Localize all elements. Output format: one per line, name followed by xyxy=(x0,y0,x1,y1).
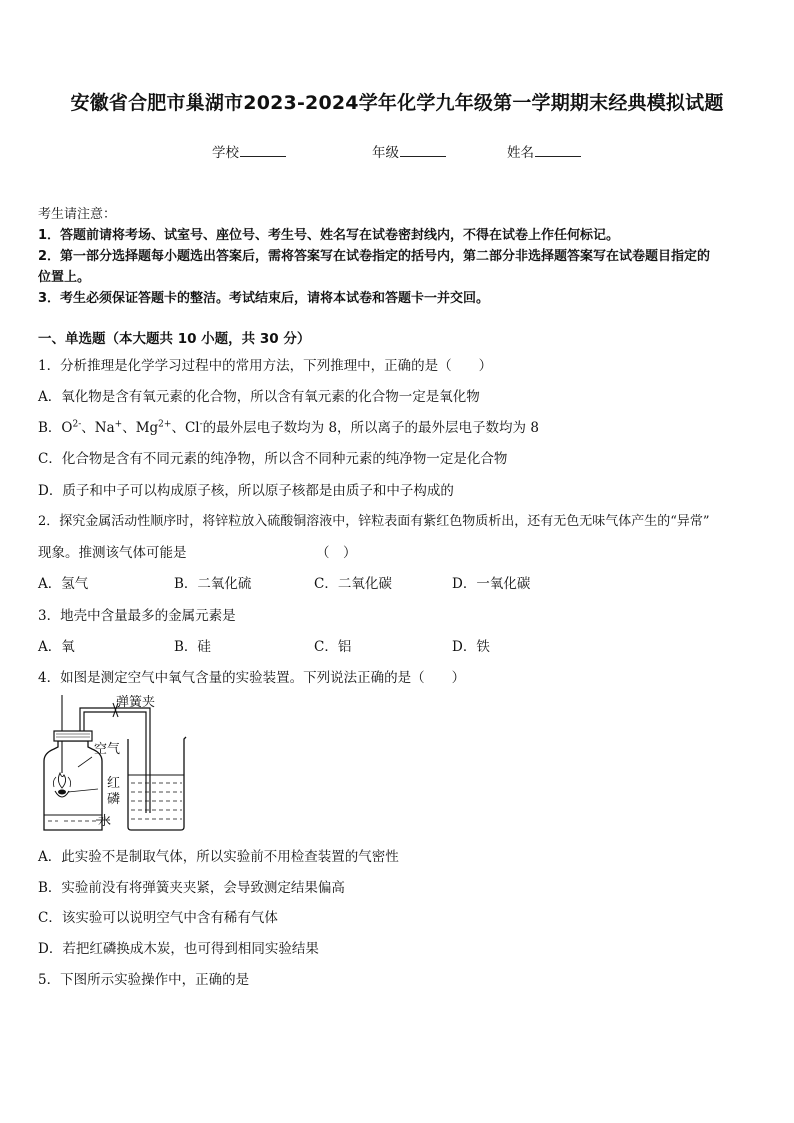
label-clamp: 弹簧夹 xyxy=(116,695,156,710)
rubber-stopper xyxy=(54,731,92,741)
smoke-line xyxy=(68,777,71,787)
q1-b-rest: 的最外层电子数均为 8，所以离子的最外层电子数均为 8 xyxy=(202,420,539,436)
q2-option-d: D．一氧化碳 xyxy=(452,576,531,592)
oxygen-measurement-apparatus-diagram xyxy=(34,695,194,835)
q2-stem-line2: 现象。推测该气体可能是 xyxy=(38,545,187,561)
school-label: 学校 xyxy=(212,145,239,161)
school-field xyxy=(212,141,286,161)
name-field xyxy=(507,141,581,161)
q1-b-na-charge: + xyxy=(114,419,123,430)
q3-stem: 3．地壳中含量最多的金属元素是 xyxy=(38,608,236,624)
q5-stem: 5．下图所示实验操作中，正确的是 xyxy=(38,972,250,988)
q1-b-prefix: B．O xyxy=(38,420,73,436)
q1-option-d: D．质子和中子可以构成原子核，所以原子核都是由质子和中子构成的 xyxy=(38,483,454,499)
q2-option-b: B．二氧化硫 xyxy=(174,576,252,592)
q2-option-c: C．二氧化碳 xyxy=(314,576,392,592)
q1-b-mg: 、Mg xyxy=(122,420,159,436)
q4-option-c: C．该实验可以说明空气中含有稀有气体 xyxy=(38,910,278,926)
smoke-line xyxy=(53,777,56,787)
q1-b-cl-charge: - xyxy=(199,419,203,430)
label-water: 水 xyxy=(98,814,112,829)
page-title: 安徽省合肥市巢湖市2023-2024学年化学九年级第一学期期末经典模拟试题 xyxy=(70,92,724,114)
q2-stem-line1: 2．探究金属活动性顺序时，将锌粒放入硫酸铜溶液中，锌粒表面有紫红色物质析出，还有无色无味气体产生的“异常” xyxy=(38,514,710,529)
label-phosphorus: 磷 xyxy=(107,792,121,807)
q1-option-b xyxy=(38,416,539,436)
red-phosphorus xyxy=(58,790,66,795)
name-blank[interactable] xyxy=(535,142,581,157)
grade-blank[interactable] xyxy=(400,142,446,157)
q1-option-a: A．氧化物是含有氧元素的化合物，所以含有氧元素的化合物一定是氧化物 xyxy=(38,389,480,405)
grade-field xyxy=(372,141,446,161)
q3-option-b: B．硅 xyxy=(174,639,211,655)
q1-stem: 1．分析推理是化学学习过程中的常用方法，下列推理中，正确的是（ ） xyxy=(38,358,493,374)
notice-heading: 考生请注意： xyxy=(38,207,117,222)
notice-item-2-cont: 位置上。 xyxy=(38,270,91,285)
q3-option-a: A．氧 xyxy=(38,639,75,655)
flame-icon xyxy=(58,773,65,788)
q1-b-mg-charge: 2+ xyxy=(158,419,172,430)
school-blank[interactable] xyxy=(240,142,286,157)
q1-b-cl: 、Cl xyxy=(171,420,200,436)
q4-option-a: A．此实验不是制取气体，所以实验前不用检查装置的气密性 xyxy=(38,849,399,865)
q3-option-d: D．铁 xyxy=(452,639,490,655)
q1-b-o-charge: 2- xyxy=(72,419,82,430)
label-air: 空气 xyxy=(94,742,121,757)
grade-label: 年级 xyxy=(372,145,399,161)
q2-answer-paren: （ ） xyxy=(316,545,357,561)
name-label: 姓名 xyxy=(507,145,534,161)
label-red: 红 xyxy=(107,776,121,791)
q3-option-c: C．铝 xyxy=(314,639,352,655)
q4-option-d: D．若把红磷换成木炭，也可得到相同实验结果 xyxy=(38,941,319,957)
phosphorus-leader-line xyxy=(68,789,98,792)
air-leader-line xyxy=(78,757,92,767)
q4-option-b: B．实验前没有将弹簧夹夹紧，会导致测定结果偏高 xyxy=(38,880,345,896)
beaker xyxy=(128,737,186,830)
q1-b-na: 、Na xyxy=(81,420,115,436)
notice-item-1: 1．答题前请将考场、试室号、座位号、考生号、姓名写在试卷密封线内，不得在试卷上作任何标记。 xyxy=(38,228,620,243)
q2-option-a: A．氢气 xyxy=(38,576,89,592)
q4-stem: 4．如图是测定空气中氧气含量的实验装置。下列说法正确的是（ ） xyxy=(38,670,466,686)
section-heading: 一、单选题（本大题共 10 小题，共 30 分） xyxy=(38,331,311,347)
q1-option-c: C．化合物是含有不同元素的纯净物，所以含不同种元素的纯净物一定是化合物 xyxy=(38,451,508,467)
notice-item-2: 2．第一部分选择题每小题选出答案后，需将答案写在试卷指定的括号内，第二部分非选择题答案写在试卷题目指定的 xyxy=(38,249,711,264)
notice-item-3: 3．考生必须保证答题卡的整洁。考试结束后，请将本试卷和答题卡一并交回。 xyxy=(38,291,490,306)
